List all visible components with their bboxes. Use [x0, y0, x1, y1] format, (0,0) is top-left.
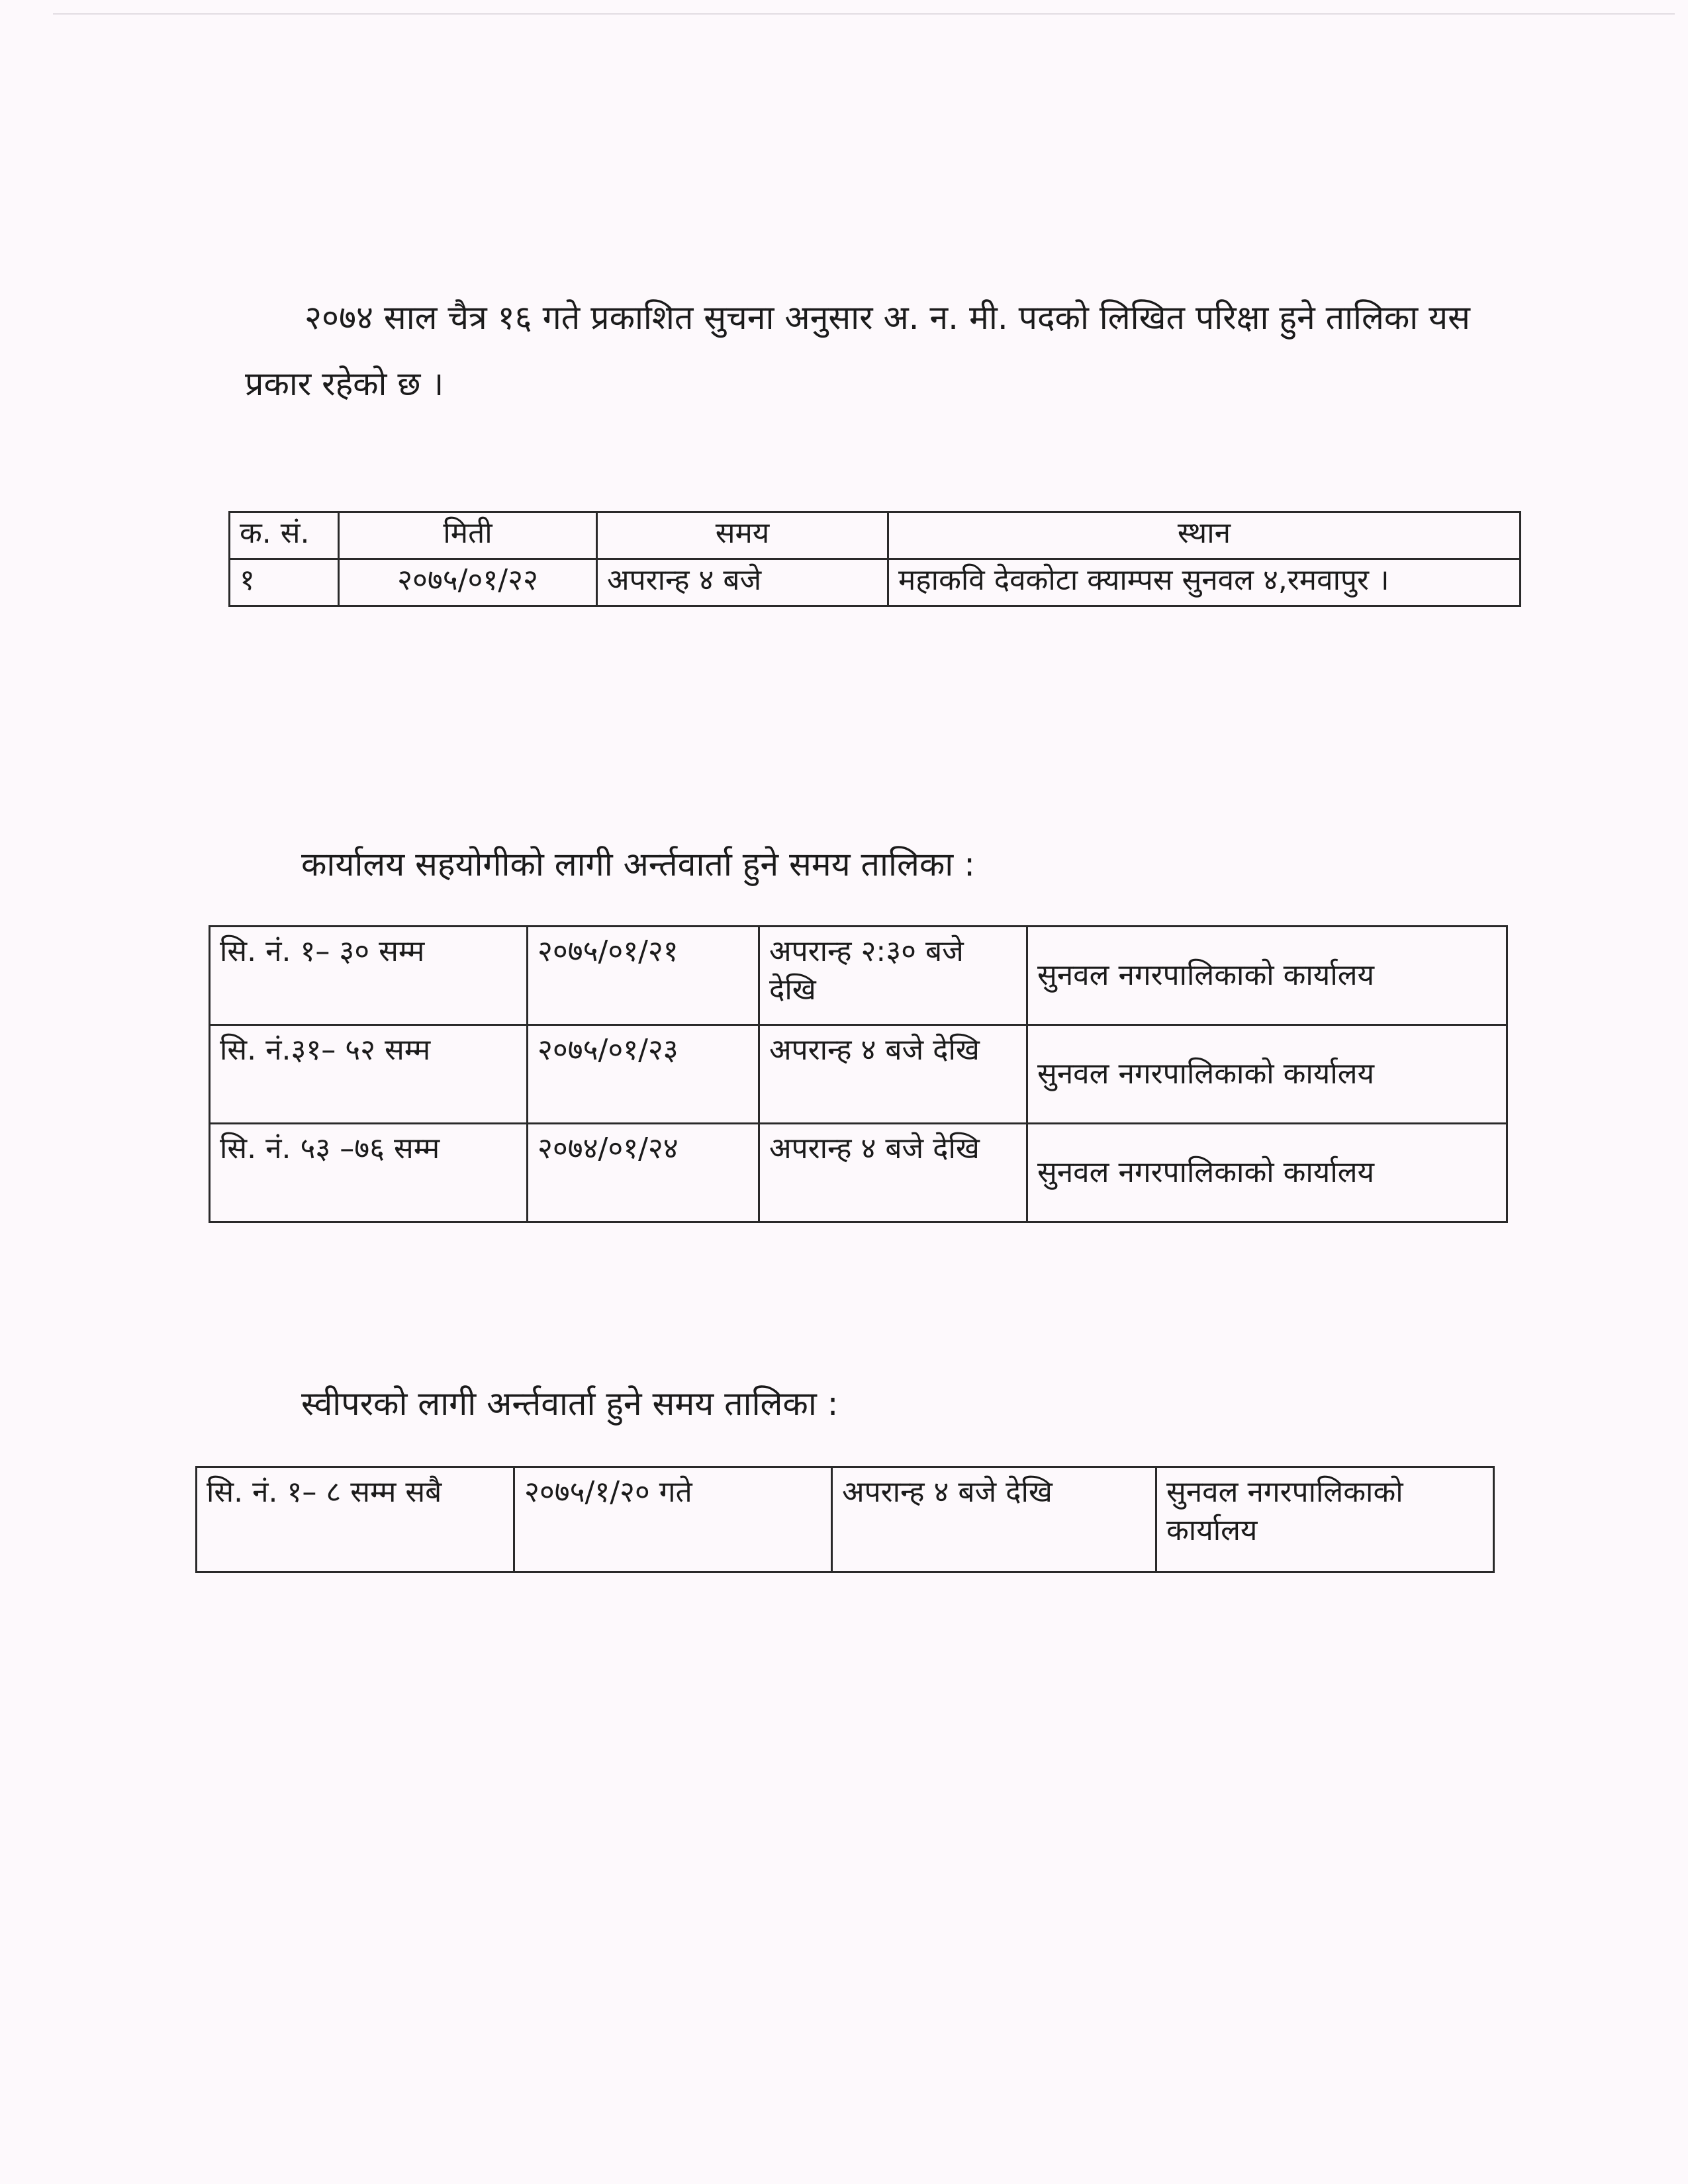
header-serial: क. सं. — [230, 512, 339, 559]
header-venue: स्थान — [888, 512, 1521, 559]
table-row — [210, 1124, 1507, 1222]
cell-time: अपरान्ह ४ बजे देखि — [832, 1467, 1156, 1572]
header-time: समय — [597, 512, 888, 559]
table-row — [210, 927, 1507, 1025]
cell-venue: महाकवि देवकोटा क्याम्पस सुनवल ४,रमवापुर । — [888, 559, 1521, 606]
intro-paragraph: २०७४ साल चैत्र १६ गते प्रकाशित सुचना अनुसार अ. न. मी. पदको लिखित परिक्षा हुने तालिका यस प्रकार रहेको छ । — [245, 298, 1470, 403]
sweeper-interview-heading: स्वीपरको लागी अर्न्तवार्ता हुने समय तालिका : — [301, 1385, 839, 1423]
cell-venue: सुनवल नगरपालिकाको कार्यालय — [1027, 927, 1507, 1025]
cell-time: अपरान्ह २:३० बजे देखि — [759, 927, 1027, 1025]
table-row — [210, 1025, 1507, 1124]
table-header-row — [230, 512, 1521, 559]
cell-time: अपरान्ह ४ बजे — [597, 559, 888, 606]
cell-date: २०७५/०१/२१ — [528, 927, 759, 1025]
sweeper-interview-table — [195, 1466, 1495, 1573]
assistant-interview-heading: कार्यालय सहयोगीको लागी अर्न्तवार्ता हुने समय तालिका : — [301, 845, 975, 884]
cell-date: २०७५/१/२० गते — [514, 1467, 832, 1572]
table-row — [230, 559, 1521, 606]
written-exam-table — [228, 511, 1521, 607]
cell-serial-range: सि. नं. १– ८ सम्म सबै — [197, 1467, 514, 1572]
cell-date: २०७४/०१/२४ — [528, 1124, 759, 1222]
assistant-interview-table — [209, 925, 1508, 1223]
cell-serial-range: सि. नं. ५३ –७६ सम्म — [210, 1124, 528, 1222]
cell-venue: सुनवल नगरपालिकाको कार्यालय — [1027, 1124, 1507, 1222]
cell-time: अपरान्ह ४ बजे देखि — [759, 1124, 1027, 1222]
cell-serial-range: सि. नं. १– ३० सम्म — [210, 927, 528, 1025]
cell-venue: सुनवल नगरपालिकाको कार्यालय — [1156, 1467, 1494, 1572]
cell-venue: सुनवल नगरपालिकाको कार्यालय — [1027, 1025, 1507, 1124]
page-edge-line — [53, 13, 1675, 15]
cell-time: अपरान्ह ४ बजे देखि — [759, 1025, 1027, 1124]
cell-serial-range: सि. नं.३१– ५२ सम्म — [210, 1025, 528, 1124]
cell-date: २०७५/०१/२३ — [528, 1025, 759, 1124]
header-date: मिती — [339, 512, 597, 559]
cell-serial: १ — [230, 559, 339, 606]
table-row — [197, 1467, 1494, 1572]
cell-date: २०७५/०१/२२ — [339, 559, 597, 606]
